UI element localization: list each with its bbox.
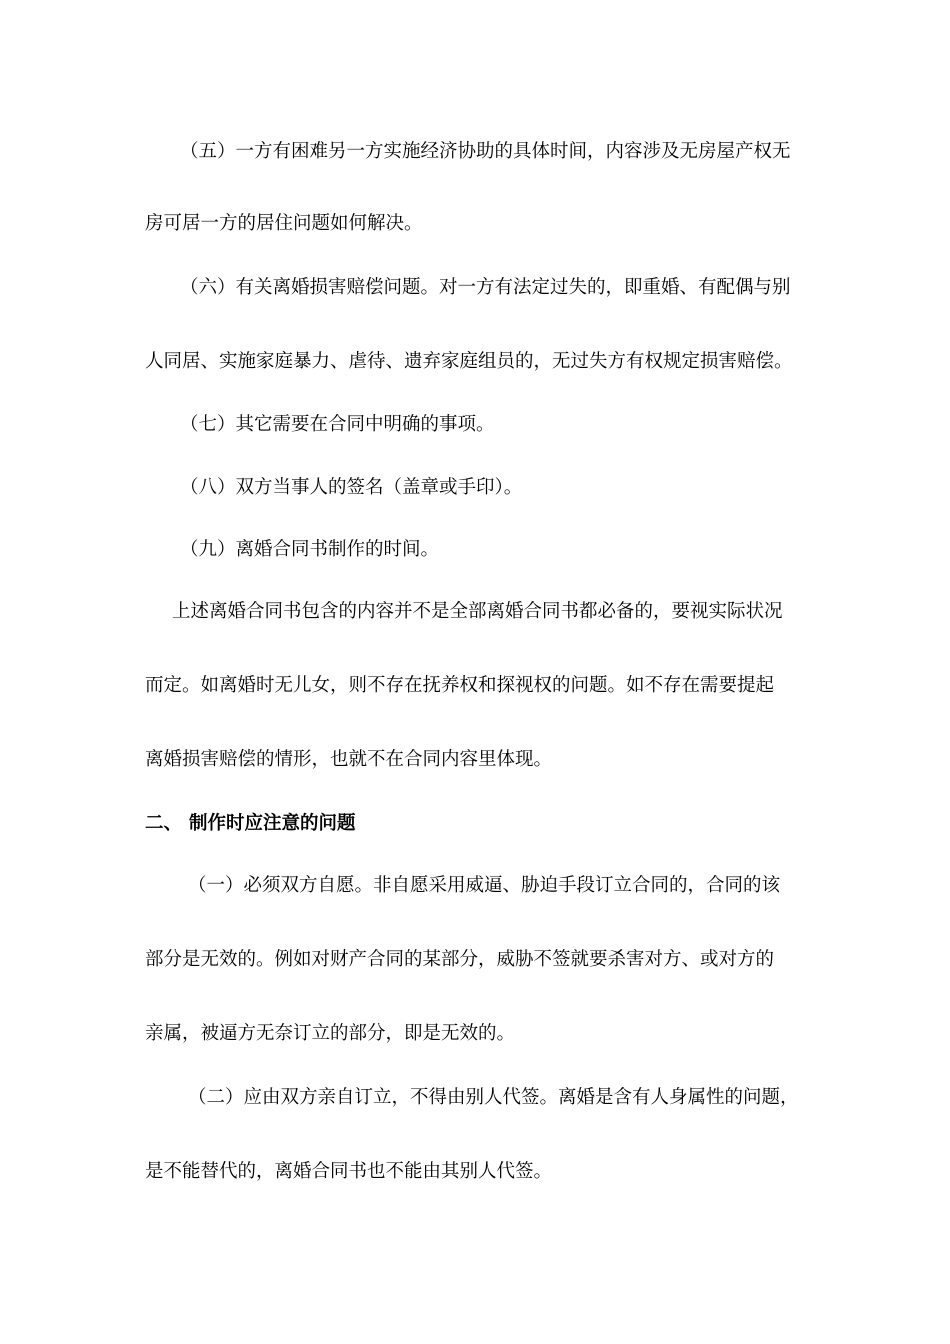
paragraph-line: 上述离婚合同书包含的内容并不是全部离婚合同书都必备的，要视实际状况: [172, 601, 783, 622]
section-title: 制作时应注意的问题: [189, 813, 356, 834]
paragraph-line: （八）双方当事人的签名（盖章或手印）。: [180, 477, 523, 498]
paragraph-line: 部分是无效的。例如对财产合同的某部分，威胁不签就要杀害对方、或对方的: [145, 949, 775, 970]
paragraph-line: 房可居一方的居住问题如何解决。: [145, 213, 423, 234]
paragraph-line: （七）其它需要在合同中明确的事项。: [180, 414, 495, 435]
paragraph-line: 而定。如离婚时无儿女，则不存在抚养权和探视权的问题。如不存在需要提起: [145, 675, 775, 696]
section-number: 二、: [145, 813, 183, 834]
paragraph-line: （五）一方有困难另一方实施经济协助的具体时间，内容涉及无房屋产权无: [180, 141, 791, 162]
section-heading: [145, 812, 825, 836]
paragraph-line: （六）有关离婚损害赔偿问题。对一方有法定过失的，即重婚、有配偶与别: [180, 277, 791, 298]
paragraph-line: 亲属，被逼方无奈订立的部分，即是无效的。: [145, 1023, 516, 1044]
paragraph-line: 离婚损害赔偿的情形，也就不在合同内容里体现。: [145, 749, 553, 770]
paragraph-line: 是不能替代的，离婚合同书也不能由其别人代签。: [145, 1161, 553, 1182]
paragraph-line: （一）必须双方自愿。非自愿采用威逼、胁迫手段订立合同的，合同的该: [188, 875, 781, 896]
paragraph-line: 人同居、实施家庭暴力、虐待、遗弃家庭组员的，无过失方有权规定损害赔偿。: [145, 351, 793, 372]
paragraph-line: （二）应由双方亲自订立，不得由别人代签。离婚是含有人身属性的问题，: [188, 1087, 799, 1108]
paragraph-line: （九）离婚合同书制作的时间。: [180, 539, 440, 560]
